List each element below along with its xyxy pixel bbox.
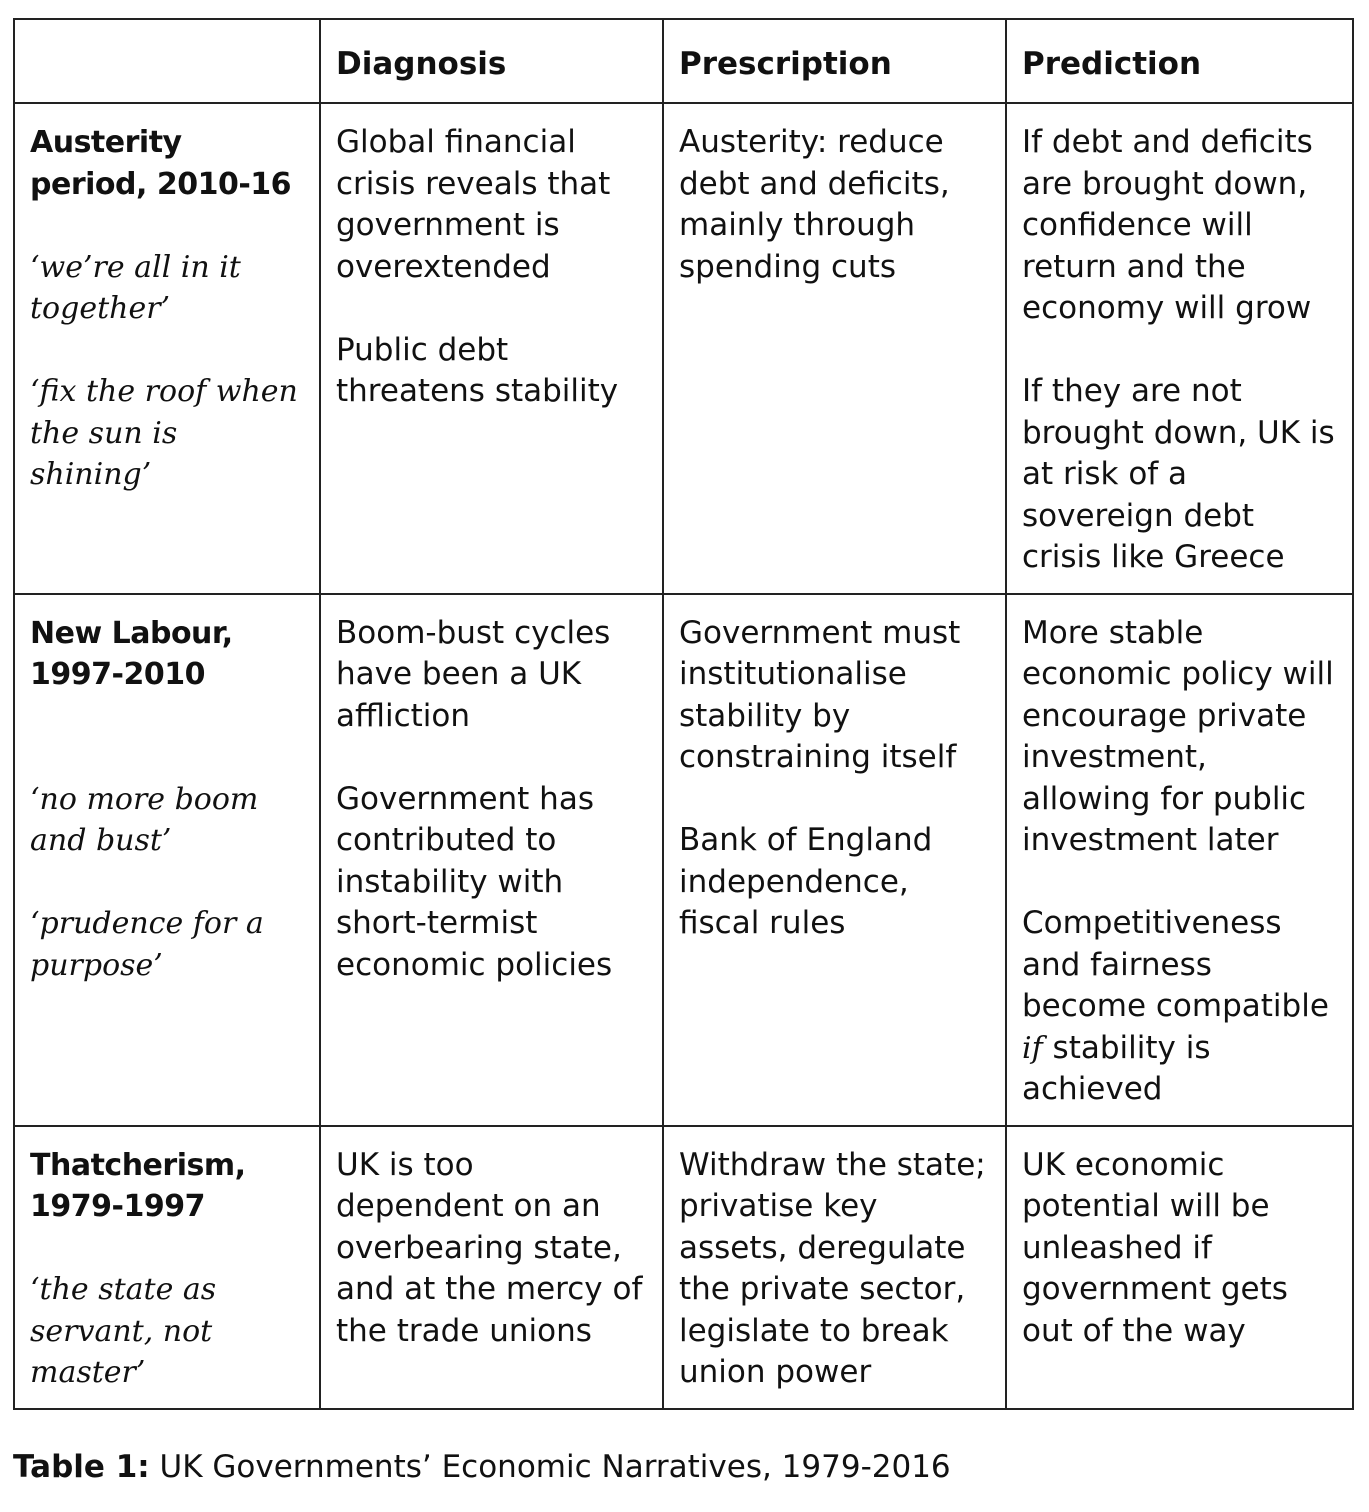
period-cell (14, 594, 320, 1126)
prescription-text: Withdraw the state; privatise key assets, deregulate the private sector, legislate to break union power (679, 1146, 986, 1390)
slogan: ‘we’re all in it together’ (30, 249, 241, 326)
prediction-cell (1006, 103, 1353, 594)
diagnosis-text: Boom-bust cycles have been a UK affliction (336, 614, 611, 734)
period-cell (14, 103, 320, 594)
period-label: Thatcherism, 1979-1997 (30, 1147, 246, 1224)
diagnosis-cell (320, 103, 663, 594)
narratives-table (13, 18, 1354, 1410)
prediction-cell (1006, 1126, 1353, 1409)
prediction-emphasis: if (1022, 1030, 1043, 1066)
prescription-cell (663, 103, 1006, 594)
slogan: ‘fix the roof when the sun is shining’ (30, 374, 298, 492)
prediction-head: Competitiveness and fairness become compatible (1022, 905, 1329, 1024)
prediction-text: If debt and deficits are brought down, confidence will return and the economy will grow (1022, 124, 1313, 326)
header-row (14, 19, 1353, 103)
caption-text: UK Governments’ Economic Narratives, 1979-2016 (149, 1449, 951, 1485)
table-row (14, 594, 1353, 1126)
prediction-text: UK economic potential will be unleashed if government gets out of the way (1022, 1146, 1288, 1349)
header-diagnosis: Diagnosis (320, 19, 663, 103)
table-row (14, 103, 1353, 594)
header-prescription: Prescription (663, 19, 1006, 103)
diagnosis-cell (320, 594, 663, 1126)
prediction-text: If they are not brought down, UK is at risk of a sovereign debt crisis like Greece (1022, 373, 1335, 575)
prediction-tail: stability is achieved (1022, 1029, 1211, 1107)
diagnosis-cell (320, 1126, 663, 1409)
prescription-text: Government must institutionalise stability by constraining itself (679, 614, 961, 775)
period-label: Austerity period, 2010-16 (30, 125, 292, 202)
period-label: New Labour, 1997-2010 (30, 615, 233, 692)
caption-label: Table 1: (13, 1449, 150, 1485)
prescription-text: Bank of England independence, fiscal rules (679, 822, 933, 941)
slogan: ‘prudence for a purpose’ (30, 906, 264, 983)
header-empty (14, 19, 320, 103)
diagnosis-text: UK is too dependent on an overbearing state, and at the mercy of the trade unions (336, 1146, 643, 1349)
header-prediction: Prediction (1006, 19, 1353, 103)
slogan: ‘the state as servant, not master’ (30, 1272, 217, 1390)
prediction-cell (1006, 594, 1353, 1126)
diagnosis-text: Public debt threatens stability (336, 331, 619, 409)
prescription-cell (663, 1126, 1006, 1409)
slogan: ‘no more boom and bust’ (30, 781, 259, 858)
period-cell (14, 1126, 320, 1409)
prescription-text: Austerity: reduce debt and deficits, mainly through spending cuts (679, 124, 950, 285)
table-row (14, 1126, 1353, 1409)
table-caption (13, 1447, 951, 1487)
diagnosis-text: Global financial crisis reveals that government is overextended (336, 124, 611, 285)
diagnosis-text: Government has contributed to instability with short-termist economic policies (336, 780, 613, 983)
prescription-cell (663, 594, 1006, 1126)
table-frame (13, 18, 1352, 1410)
prediction-text (1022, 903, 1338, 1111)
prediction-text: More stable economic policy will encourage private investment, allowing for public investment later (1022, 614, 1334, 858)
